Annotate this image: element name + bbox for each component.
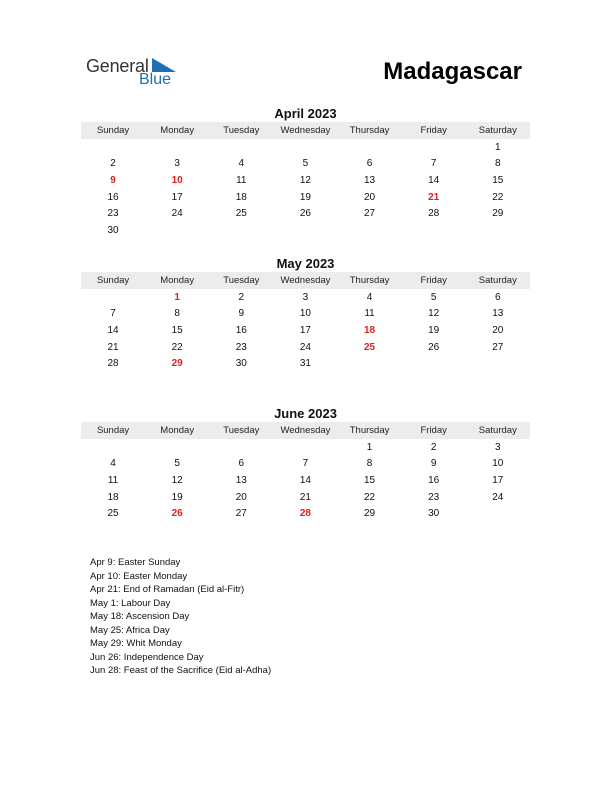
day-cell: 12 bbox=[299, 174, 311, 186]
day-cell: 22 bbox=[492, 191, 504, 203]
day-cell: 13 bbox=[235, 474, 247, 486]
day-cell: 20 bbox=[364, 191, 376, 203]
logo bbox=[86, 56, 196, 92]
weekday-label: Wednesday bbox=[280, 425, 331, 436]
weekday-label: Thursday bbox=[349, 275, 390, 286]
day-cell: 19 bbox=[171, 491, 183, 503]
weekday-label: Monday bbox=[160, 425, 195, 436]
day-cell: 2 bbox=[238, 291, 245, 303]
holiday-day-cell: 1 bbox=[174, 291, 180, 303]
holiday-note: May 25: Africa Day bbox=[90, 624, 170, 636]
day-cell: 27 bbox=[364, 208, 376, 220]
month-title: May 2023 bbox=[276, 256, 335, 271]
day-cell: 17 bbox=[299, 324, 311, 336]
holiday-note: Jun 26: Independence Day bbox=[90, 651, 204, 663]
day-cell: 27 bbox=[235, 508, 247, 520]
day-cell: 23 bbox=[235, 341, 247, 353]
holiday-day-cell: 26 bbox=[171, 508, 183, 520]
day-cell: 18 bbox=[235, 191, 247, 203]
day-cell: 16 bbox=[428, 474, 440, 486]
weekday-label: Tuesday bbox=[223, 425, 260, 436]
day-cell: 24 bbox=[171, 208, 183, 220]
weekday-label: Monday bbox=[160, 275, 195, 286]
week-row bbox=[81, 205, 530, 222]
holiday-note: Apr 21: End of Ramadan (Eid al-Fitr) bbox=[90, 584, 245, 595]
day-cell: 11 bbox=[107, 474, 119, 486]
weekday-label: Sunday bbox=[96, 275, 130, 286]
day-cell: 30 bbox=[428, 508, 440, 520]
day-cell: 17 bbox=[492, 474, 504, 486]
day-cell: 9 bbox=[430, 458, 437, 470]
day-cell: 13 bbox=[364, 174, 376, 186]
day-cell: 30 bbox=[235, 358, 247, 370]
weekday-label: Saturday bbox=[478, 425, 517, 436]
weekday-label: Saturday bbox=[478, 125, 517, 136]
day-cell: 13 bbox=[492, 308, 504, 320]
day-cell: 10 bbox=[492, 458, 504, 470]
day-cell: 6 bbox=[366, 158, 373, 170]
logo-blue-text: Blue bbox=[139, 71, 172, 88]
logo-flag-icon bbox=[152, 58, 176, 72]
day-cell: 7 bbox=[430, 158, 437, 170]
holiday-day-cell: 29 bbox=[171, 358, 183, 370]
weekday-label: Friday bbox=[420, 275, 447, 286]
day-cell: 1 bbox=[495, 141, 501, 153]
week-row bbox=[81, 505, 530, 522]
weekday-label: Tuesday bbox=[223, 125, 260, 136]
holiday-day-cell: 25 bbox=[364, 341, 376, 353]
day-cell: 15 bbox=[364, 474, 376, 486]
holiday-day-cell: 18 bbox=[364, 324, 376, 336]
day-cell: 20 bbox=[235, 491, 247, 503]
day-cell: 26 bbox=[428, 341, 440, 353]
day-cell: 3 bbox=[174, 158, 180, 170]
day-cell: 8 bbox=[174, 308, 180, 320]
weekday-label: Thursday bbox=[349, 125, 390, 136]
day-cell: 5 bbox=[430, 291, 437, 303]
day-cell: 6 bbox=[238, 458, 245, 470]
day-cell: 20 bbox=[492, 324, 504, 336]
day-cell: 28 bbox=[107, 358, 119, 370]
week-row bbox=[81, 322, 530, 339]
day-cell: 19 bbox=[428, 324, 440, 336]
day-cell: 29 bbox=[364, 508, 376, 520]
weekday-label: Friday bbox=[420, 425, 447, 436]
holiday-day-cell: 9 bbox=[110, 174, 116, 186]
day-cell: 4 bbox=[110, 458, 116, 470]
day-cell: 12 bbox=[171, 474, 183, 486]
week-row bbox=[81, 222, 530, 239]
day-cell: 2 bbox=[110, 158, 116, 170]
holiday-note: May 18: Ascension Day bbox=[90, 611, 190, 622]
day-cell: 7 bbox=[302, 458, 309, 470]
weekday-label: Tuesday bbox=[223, 275, 260, 286]
week-row bbox=[81, 306, 530, 323]
day-cell: 23 bbox=[428, 491, 440, 503]
day-cell: 23 bbox=[107, 208, 119, 220]
day-cell: 15 bbox=[492, 174, 504, 186]
day-cell: 31 bbox=[299, 358, 311, 370]
country-title: Madagascar bbox=[383, 58, 522, 85]
weekday-label: Saturday bbox=[478, 275, 517, 286]
day-cell: 11 bbox=[236, 174, 247, 186]
weekday-label: Monday bbox=[160, 125, 195, 136]
weekday-label: Wednesday bbox=[280, 275, 331, 286]
holiday-notes bbox=[90, 556, 271, 678]
day-cell: 21 bbox=[107, 341, 119, 353]
week-row bbox=[81, 339, 530, 356]
week-row bbox=[81, 172, 530, 189]
holiday-note: May 1: Labour Day bbox=[90, 597, 171, 609]
weekday-label: Sunday bbox=[96, 125, 130, 136]
day-cell: 24 bbox=[492, 491, 504, 503]
day-cell: 25 bbox=[107, 508, 119, 520]
holiday-note: Apr 10: Easter Monday bbox=[90, 570, 188, 582]
weekday-label: Wednesday bbox=[280, 125, 331, 136]
day-cell: 10 bbox=[299, 308, 311, 320]
day-cell: 3 bbox=[302, 291, 309, 303]
week-row bbox=[81, 489, 530, 506]
day-cell: 9 bbox=[238, 308, 245, 320]
week-row bbox=[81, 439, 530, 456]
day-cell: 6 bbox=[495, 291, 501, 303]
day-cell: 15 bbox=[171, 324, 183, 336]
day-cell: 11 bbox=[364, 308, 375, 320]
day-cell: 14 bbox=[107, 324, 119, 336]
holiday-day-cell: 28 bbox=[299, 508, 311, 520]
holiday-note: May 29: Whit Monday bbox=[90, 638, 182, 649]
month-calendar bbox=[81, 406, 530, 522]
month-title: April 2023 bbox=[274, 106, 337, 121]
day-cell: 19 bbox=[299, 191, 311, 203]
week-row bbox=[81, 139, 530, 156]
weekday-header-row bbox=[81, 272, 530, 289]
day-cell: 2 bbox=[430, 441, 437, 453]
week-row bbox=[81, 472, 530, 489]
day-cell: 7 bbox=[110, 308, 116, 320]
day-cell: 1 bbox=[366, 441, 373, 453]
month-calendar bbox=[81, 106, 530, 239]
week-row bbox=[81, 355, 530, 372]
weekday-label: Thursday bbox=[349, 425, 390, 436]
day-cell: 29 bbox=[492, 208, 504, 220]
week-row bbox=[81, 156, 530, 173]
weekday-header-row bbox=[81, 122, 530, 139]
holiday-note: Apr 9: Easter Sunday bbox=[90, 557, 181, 568]
week-row bbox=[81, 289, 530, 306]
day-cell: 4 bbox=[238, 158, 245, 170]
day-cell: 5 bbox=[174, 458, 180, 470]
day-cell: 28 bbox=[428, 208, 440, 220]
day-cell: 14 bbox=[428, 174, 440, 186]
logo-general-text: General bbox=[86, 56, 149, 76]
day-cell: 22 bbox=[364, 491, 376, 503]
weekday-header-row bbox=[81, 422, 530, 439]
day-cell: 16 bbox=[235, 324, 247, 336]
day-cell: 5 bbox=[302, 158, 309, 170]
weekday-label: Friday bbox=[420, 125, 447, 136]
month-title: June 2023 bbox=[274, 406, 337, 421]
day-cell: 22 bbox=[171, 341, 183, 353]
day-cell: 21 bbox=[299, 491, 311, 503]
day-cell: 3 bbox=[495, 441, 501, 453]
day-cell: 25 bbox=[235, 208, 247, 220]
day-cell: 8 bbox=[495, 158, 501, 170]
week-row bbox=[81, 456, 530, 473]
holiday-note: Jun 28: Feast of the Sacrifice (Eid al-Adha) bbox=[90, 665, 272, 676]
day-cell: 12 bbox=[428, 308, 440, 320]
week-row bbox=[81, 189, 530, 206]
holiday-day-cell: 10 bbox=[171, 174, 183, 186]
holiday-day-cell: 21 bbox=[428, 191, 440, 203]
day-cell: 17 bbox=[171, 191, 183, 203]
day-cell: 27 bbox=[492, 341, 504, 353]
day-cell: 24 bbox=[299, 341, 311, 353]
day-cell: 8 bbox=[366, 458, 373, 470]
day-cell: 14 bbox=[299, 474, 311, 486]
month-calendar bbox=[81, 256, 530, 372]
day-cell: 18 bbox=[107, 491, 119, 503]
weekday-label: Sunday bbox=[96, 425, 130, 436]
day-cell: 4 bbox=[366, 291, 373, 303]
day-cell: 30 bbox=[107, 224, 119, 236]
day-cell: 16 bbox=[107, 191, 119, 203]
day-cell: 26 bbox=[299, 208, 311, 220]
